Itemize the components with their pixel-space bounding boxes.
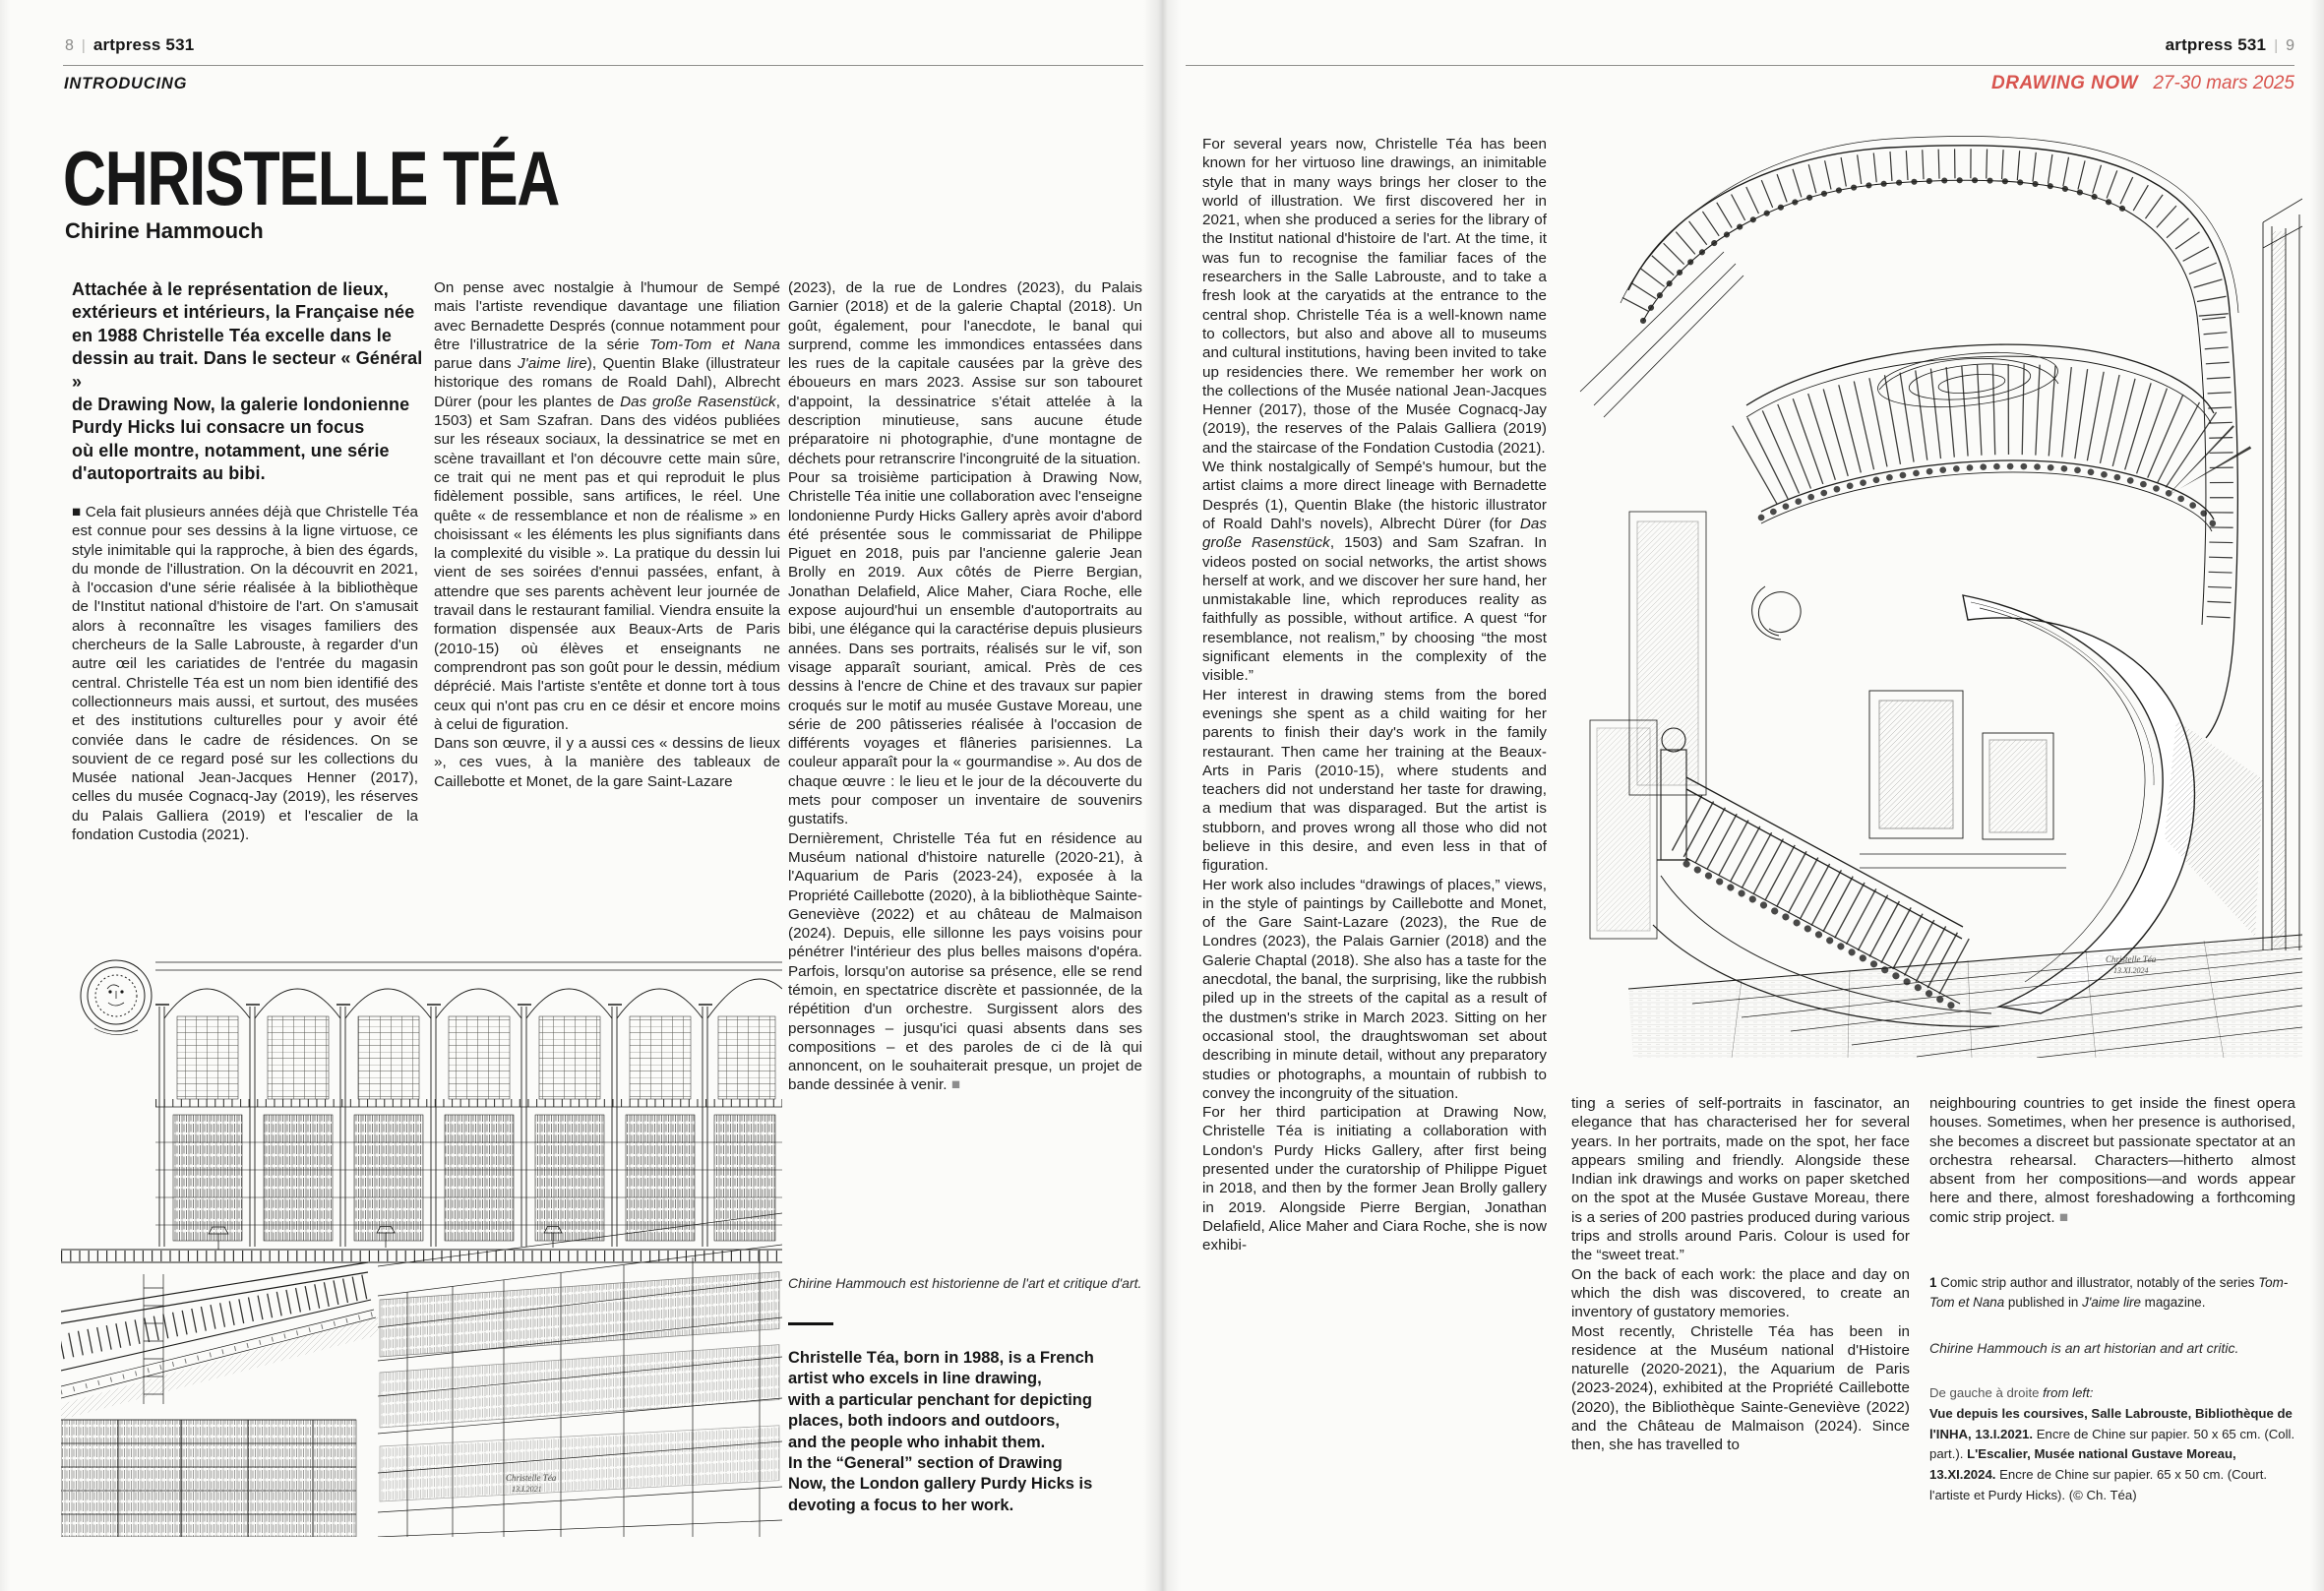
foreground-bookshelves <box>61 1420 356 1537</box>
left-page-edge <box>0 0 10 1591</box>
french-author-credit: Chirine Hammouch est historienne de l'art et critique d'art. <box>788 1275 1142 1291</box>
perspective-bookshelves <box>378 1213 782 1537</box>
skylight-beam <box>1580 252 1743 417</box>
arched-bays <box>155 979 782 1247</box>
medallion-ornament <box>81 960 152 1035</box>
cornice-lines <box>155 962 782 970</box>
walkway-floor <box>61 1316 378 1420</box>
right-magazine-title: artpress 531 <box>2165 35 2267 54</box>
section-label: INTRODUCING <box>64 75 188 92</box>
left-page-header <box>65 35 194 55</box>
left-header-rule <box>63 65 1143 66</box>
french-standfirst: Attachée à le représentation de lieux, extérieurs et intérieurs, la Française née en 1988 Christelle Téa excelle dans le dessin au trait. Dans le secteur « Général » de Drawing Now, la galerie londonienne Purdy Hicks lui consacre un focus où elle montre, notamment, une série d'autoportraits au bibi. <box>72 279 423 484</box>
svg-text:Christelle Téa: Christelle Téa <box>506 1473 557 1483</box>
french-column-2: On pense avec nostalgie à l'humour de Sempé mais l'artiste revendique davantage une filiation avec Bernadette Després (connue notamment pour être l'illustratrice de la série Tom-Tom et Nana parue dans J'aime lire), Quentin Blake (illustrateur historique des romans de Roald Dahl), Albrecht Dürer (pour les plantes de Das große Rasenstück, 1503) et Sam Szafran. Dans des vidéos publiées sur les réseaux sociaux, la dessinatrice se met en scène travaillant et l'on découvre cette main sûre, ce trait qui ne ment pas et qui reproduit le plus fidèlement possible, sans artifices, le réel. Une quête « de ressemblance et non de réalisme » en choisissant « les éléments les plus signifiants dans la complexité du visible ». La pratique du dessin lui vient de ses soirées d'ennui passées, enfant, à attendre que ses parents achèvent leur journée de travail dans le restaurant familial. Viendra ensuite la formation dispensée aux Beaux-Arts de Paris (2010-15) où élèves et enseignants ne comprendront pas son goût pour le dessin, médium déprécié. Mais l'artiste s'entête et donne tort à tous ceux qui n'ont pas cru en ce désir et encore moins à celui de figuration. Dans son œuvre, il y a aussi ces « dessins de lieux », ces vues, à la manière des tableaux de Caillebotte et Monet, de la gare Saint-Lazare <box>434 279 780 790</box>
english-author-credit: Chirine Hammouch is an art historian and art critic. <box>1929 1340 2239 1356</box>
left-magazine-title: artpress 531 <box>92 35 195 54</box>
wall-pilaster <box>2263 199 2302 950</box>
svg-text:13.I.2021: 13.I.2021 <box>512 1485 542 1494</box>
left-page-number: 8 <box>65 37 74 54</box>
library-drawing <box>61 949 782 1537</box>
middle-gallery-balustrade <box>1746 344 2214 531</box>
svg-text:Christelle Téa: Christelle Téa <box>2106 954 2157 964</box>
right-page-edge <box>2310 0 2324 1591</box>
page-gutter <box>1143 0 1181 1591</box>
wooden-floor <box>1628 935 2302 1058</box>
wall-panels <box>1590 512 1706 939</box>
french-column-3: (2023), de la rue de Londres (2023), du Palais Garnier (2018) et de la galerie Chaptal (2018). Un goût, également, pour l'anecdote, le banal qui surprend, comme les immondices entassées dans les rues de la capitale causées par la grève des éboueurs en mars 2023. Assise sur son tabouret d'appoint, la dessinatrice s'était attelée à la description minutieuse, sans aucune étude préparatoire ni photographie, d'une montagne de déchets pour retranscrire l'incongruité de la situation. Pour sa troisième participation à Drawing Now, Christelle Téa initie une collaboration avec l'enseigne londonienne Purdy Hicks Gallery après avoir d'abord été présentée sous le commissariat de Philippe Piguet en 2018, puis par l'ancienne galerie Jean Brolly en 2019. Aux côtés de Pierre Bergian, Jonathan Delafield, Alice Maher, Ciara Roche, elle expose aujourd'hui un ensemble d'autoportraits au bibi, une élégance qui la caractérise depuis plusieurs années. Dans ses portraits, réalisés sur le vif, son visage apparaît souriant, amical. Près de ces dessins à l'encre de Chine et des travaux sur papier croqués sur le motif au musée Gustave Moreau, une série de 200 pâtisseries réalisée à l'occasion de différents voyages et flâneries parisiennes. La couleur apparaît pour la « gourmandise ». Au dos de chaque œuvre : le lieu et le jour de la découverte du mets pour composer un inventaire de souvenirs gustatifs. Dernièrement, Christelle Téa fut en résidence au Muséum national d'histoire naturelle (2020-21), à l'Aquarium de Paris (2023-24), exposée à la Propriété Caillebotte (2020), à la bibliothèque Sainte-Geneviève (2022) et au château de Malmaison (2024). Depuis, elle sillonne les pays voisins pour pénétrer l'intérieur des plus belles maisons d'opéra. Parfois, lorsqu'on autorise sa présence, elle se rend témoin, en spectatrice discrète et passionnée, de la répétition d'un orchestre. Surgissent alors des personnages – jusqu'ici quasi absents dans ses compositions – et des paroles de ci de là qui annoncent, on le souhaiterait presque, un projet de bande dessinée à venir. ■ <box>788 279 1142 1094</box>
english-column-2: ting a series of self-portraits in fascinator, an elegance that has characterised her for several years. In her portraits, made on the spot, her face appears smiling and friendly. Alongside these Indian ink drawings and works on paper sketched on the spot at the Musée Gustave Moreau, there is a series of 200 pastries produced during various trips and strolls around Paris. Colour is used for the “sweet treat.” On the back of each work: the place and day on which the dish was discovered, to create an inventory of gustatory memories. Most recently, Christelle Téa has been in residence at the Muséum national d'Histoire naturelle (2020-2021), the Aquarium de Paris (2023-2024), exhibited at the Propriété Caillebotte (2020), the Bibliothèque Sainte-Geneviève (2022) and the Château de Malmaison (2024). Since then, she has travelled to <box>1571 1095 1910 1454</box>
header-divider-right: | <box>2274 37 2279 54</box>
event-name: DRAWING NOW <box>1991 73 2139 93</box>
english-standfirst: Christelle Téa, born in 1988, is a French artist who excels in line drawing, with a particular penchant for depicting places, both indoors and outdoors, and the people who inhabit them. In the “General” section of Drawing Now, the London gallery Purdy Hicks is devoting a focus to her work. <box>788 1349 1094 1514</box>
event-dates: 27-30 mars 2025 <box>2153 73 2294 93</box>
right-page-header <box>2166 35 2294 55</box>
framed-pictures <box>1860 691 2066 868</box>
footnote: 1 Comic strip author and illustrator, notably of the series Tom-Tom et Nana published in J'aime lire magazine. <box>1929 1275 2289 1311</box>
image-caption: De gauche à droite from left: Vue depuis les coursives, Salle Labrouste, Bibliothèque de l'INHA, 13.I.2021. Encre de Chine sur papier. 50 x 65 cm. (Coll. part.). L'Escalier, Musée national Gustave Moreau, 13.XI.2024. Encre de Chine sur papier. 65 x 50 cm. (Court. l'artiste et Purdy Hicks). (© Ch. Téa) <box>1929 1385 2295 1502</box>
header-divider: | <box>81 37 86 54</box>
upper-banister <box>1621 136 2238 738</box>
english-column-3: neighbouring countries to get inside the finest opera houses. Sometimes, when her presence is authorised, she becomes a discreet but passionate spectator at an orchestra rehearsal. Characters—hitherto almost absent from her compositions—and words appear here and there, almost foreshadowing a forthcoming comic strip project. ■ <box>1929 1095 2295 1226</box>
scroll-ornament <box>1752 586 1802 640</box>
english-column-1: For several years now, Christelle Téa has been known for her virtuoso line drawings, an inimitable style that in many ways brings her closer to the world of illustration. We first discovered her in 2021, when she produced a series for the library of the Institut national d'histoire de l'art. At the time, it was fun to recognise the familiar faces of the researchers in the Salle Labrouste, and to take a fresh look at the caryatids at the entrance to the central shop. Christelle Téa is a well-known name to collectors, but also and above all to museums and cultural institutions, having been invited to take up residencies there. We remember her work on the collections of the Musée national Jean-Jacques Henner (2017), those of the Musée Cognacq-Jay (2019), the reserves of the Palais Galliera (2019) and the staircase of the Fondation Custodia (2021). We think nostalgically of Sempé's humour, but the artist claims a more direct lineage with Bernadette Després (1), Quentin Blake (the historic illustrator of Roald Dahl's novels), Albrecht Dürer (for Das große Rasenstück, 1503) and Sam Szafran. In videos posted on social networks, the artist shows herself at work, and we discover her sure hand, her unmistakable line, which reproduces reality as faithfully as possible, without artifice. A quest “for resemblance, not realism,” by choosing “the most significant elements in the complexity of the visible.” Her interest in drawing stems from the bored evenings she spent as a child waiting for her parents to finish their day's work in the family restaurant. Then came her training at the Beaux-Arts in Paris (2010-15), where students and teachers did not understand her taste for drawing, a medium that was disparaged. But the artist is stubborn, and proves wrong all those who did not believe in this desire, and even less in that of figuration. Her work also includes “drawings of places,” views, in the style of paintings by Caillebotte and Monet, of the Gare Saint-Lazare (2023), the Rue de Londres (2023), the Palais Garnier (2018) and the Galerie Chaptal (2018). She also has a taste for the anecdotal, the banal, the surprising, like the rubbish piled up in the streets of the capital as a result of the dustmen's strike in March 2023. Sitting on her occasional stool, the draughtswoman set about describing in minute detail, without any preparatory studies or photographs, a mountain of rubbish to convey the incongruity of the situation. For her third participation at Drawing Now, Christelle Téa is initiating a collaboration with London's Purdy Hicks Gallery, after first being presented under the curatorship of Philippe Piguet in 2018, and then by the former Jean Brolly gallery in 2019. Alongside Pierre Bergian, Jonathan Delafield, Alice Maher and Ciara Roche, she is now exhibi- <box>1202 136 1547 1254</box>
shadow-hatching <box>2165 720 2263 937</box>
staircase-drawing <box>1574 89 2302 1058</box>
english-intro-rule <box>788 1322 833 1325</box>
svg-text:13.XI.2024: 13.XI.2024 <box>2113 966 2149 975</box>
author-name: Chirine Hammouch <box>65 218 264 243</box>
article-title: CHRISTELLE TÉA <box>63 135 560 221</box>
french-column-1: ■ Cela fait plusieurs années déjà que Christelle Téa est connue pour ses dessins à la ligne virtuose, ce style inimitable qui la rapproche, à bien des égards, du monde de l'illustration. On la découvrit en 2021, à l'occasion d'une série réalisée à la bibliothèque de l'Institut national d'histoire de l'art. On s'amusait alors à reconnaître les visages familiers des chercheurs de la Salle Labrouste, à regarder d'un autre œil les cariatides de l'entrée du magasin central. Christelle Téa est un nom bien identifié des collectionneurs mais aussi, et surtout, des musées et des institutions culturelles pour y avoir été conviée dans le cadre de résidences. On se souvient de ce regard posé sur les collections du Musée national Jean-Jacques Henner (2017), celles du musée Cognacq-Jay (2019), les réserves du Palais Galliera (2019) et l'escalier de la fondation Custodia (2021). <box>72 504 418 844</box>
right-header-rule <box>1186 65 2294 66</box>
right-page-number: 9 <box>2286 37 2294 54</box>
